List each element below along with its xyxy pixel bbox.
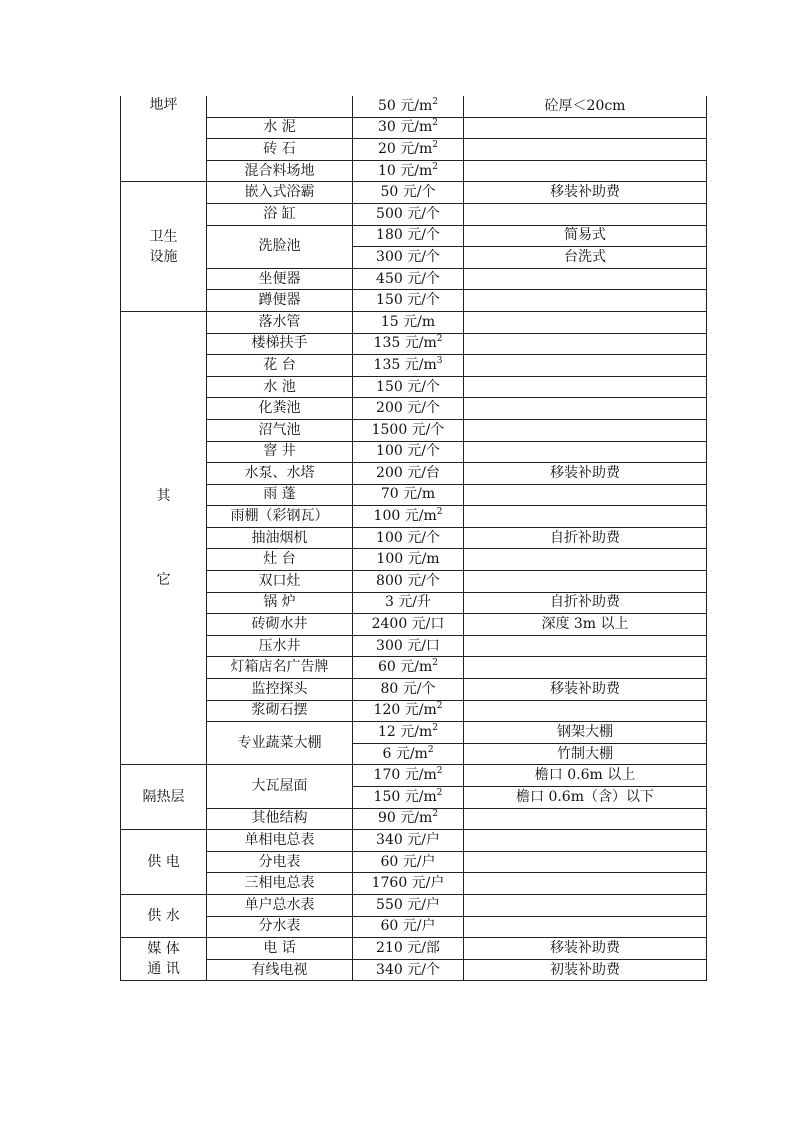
table-row — [121, 96, 707, 117]
category-cell — [121, 182, 207, 312]
note-cell: 钢架大棚 — [464, 722, 707, 744]
item-cell — [207, 96, 353, 117]
item-cell: 分电表 — [207, 851, 353, 873]
table-row — [121, 657, 707, 679]
category-label: 设施 — [149, 248, 178, 265]
note-cell — [464, 916, 707, 938]
note-cell — [464, 290, 707, 312]
price-cell: 135 元$/m^3$ — [353, 355, 464, 377]
item-cell: 落水管 — [207, 311, 353, 333]
compensation-table — [120, 96, 707, 981]
table-row — [121, 851, 707, 873]
price-cell: 80 元/个 — [353, 679, 464, 701]
note-cell: 自折补助费 — [464, 592, 707, 614]
table-row — [121, 916, 707, 938]
note-cell — [464, 700, 707, 722]
category-label: 通 讯 — [147, 961, 180, 978]
item-cell: 坐便器 — [207, 268, 353, 290]
item-cell: 电 话 — [207, 938, 353, 960]
price-cell: 800 元/个 — [353, 571, 464, 593]
table-row — [121, 333, 707, 355]
note-cell — [464, 419, 707, 441]
table-row — [121, 679, 707, 701]
table-row — [121, 419, 707, 441]
category-cell — [121, 765, 207, 830]
table-row — [121, 182, 707, 204]
note-cell — [464, 894, 707, 916]
category-cell — [121, 830, 207, 895]
item-cell: 砖砌水井 — [207, 614, 353, 636]
table-row — [121, 268, 707, 290]
item-cell: 水 池 — [207, 376, 353, 398]
price-cell: 170 元$/m^2$ — [353, 765, 464, 787]
item-cell: 单户总水表 — [207, 894, 353, 916]
note-cell — [464, 268, 707, 290]
table-row — [121, 225, 707, 247]
note-cell: 砼厚＜20cm — [464, 96, 707, 117]
table-row — [121, 441, 707, 463]
note-cell — [464, 398, 707, 420]
price-cell: 1500 元/个 — [353, 419, 464, 441]
price-cell: 60 元$/m^2$ — [353, 657, 464, 679]
note-cell: 移装补助费 — [464, 182, 707, 204]
price-cell: 6 元$/m^2$ — [353, 743, 464, 765]
item-cell: 浴 缸 — [207, 203, 353, 225]
price-cell: 200 元/个 — [353, 398, 464, 420]
category-label: 其 — [156, 488, 171, 505]
item-cell: 楼梯扶手 — [207, 333, 353, 355]
item-cell: 抽油烟机 — [207, 527, 353, 549]
table-row — [121, 117, 707, 139]
item-cell: 沼气池 — [207, 419, 353, 441]
price-cell: 450 元/个 — [353, 268, 464, 290]
item-cell: 压水井 — [207, 635, 353, 657]
category-cell — [121, 311, 207, 764]
item-cell: 蹲便器 — [207, 290, 353, 312]
note-cell: 初装补助费 — [464, 959, 707, 981]
category-label: 它 — [156, 572, 171, 589]
price-cell: 90 元$/m^2$ — [353, 808, 464, 830]
note-cell — [464, 117, 707, 139]
category-label: 卫生 — [149, 228, 178, 245]
table-row — [121, 873, 707, 895]
price-cell: 150 元$/m^2$ — [353, 787, 464, 809]
item-cell: 砖 石 — [207, 139, 353, 161]
table-row — [121, 160, 707, 182]
price-cell: 210 元/部 — [353, 938, 464, 960]
item-cell: 雨 蓬 — [207, 484, 353, 506]
table-row — [121, 959, 707, 981]
price-cell: 300 元/口 — [353, 635, 464, 657]
item-cell: 锅 炉 — [207, 592, 353, 614]
table-row — [121, 203, 707, 225]
note-cell — [464, 657, 707, 679]
note-cell — [464, 203, 707, 225]
table-row — [121, 614, 707, 636]
item-cell: 浆砌石摆 — [207, 700, 353, 722]
category-cell — [121, 96, 207, 182]
table-row — [121, 311, 707, 333]
price-cell: 200 元/台 — [353, 463, 464, 485]
price-cell: 12 元$/m^2$ — [353, 722, 464, 744]
note-cell — [464, 851, 707, 873]
note-cell: 深度 3m 以上 — [464, 614, 707, 636]
table-body — [121, 96, 707, 981]
price-cell: 50 元/个 — [353, 182, 464, 204]
price-cell: 60 元/户 — [353, 851, 464, 873]
price-cell: 500 元/个 — [353, 203, 464, 225]
item-cell: 双口灶 — [207, 571, 353, 593]
category-cell — [121, 938, 207, 981]
item-cell: 嵌入式浴霸 — [207, 182, 353, 204]
table-row — [121, 484, 707, 506]
note-cell — [464, 376, 707, 398]
note-cell — [464, 160, 707, 182]
table-row — [121, 139, 707, 161]
note-cell: 台洗式 — [464, 247, 707, 269]
item-cell: 单相电总表 — [207, 830, 353, 852]
price-cell: 135 元$/m^2$ — [353, 333, 464, 355]
item-cell: 洗脸池 — [207, 225, 353, 268]
item-cell: 有线电视 — [207, 959, 353, 981]
note-cell: 自折补助费 — [464, 527, 707, 549]
note-cell — [464, 506, 707, 528]
note-cell: 移装补助费 — [464, 679, 707, 701]
item-cell: 雨棚（彩钢瓦） — [207, 506, 353, 528]
price-cell: 1760 元/户 — [353, 873, 464, 895]
note-cell — [464, 441, 707, 463]
category-cell — [121, 894, 207, 937]
table-row — [121, 894, 707, 916]
note-cell: 檐口 0.6m 以上 — [464, 765, 707, 787]
note-cell: 简易式 — [464, 225, 707, 247]
price-cell: 120 元$/m^2$ — [353, 700, 464, 722]
item-cell: 水 泥 — [207, 117, 353, 139]
compensation-table-page — [120, 96, 707, 981]
note-cell — [464, 873, 707, 895]
table-row — [121, 506, 707, 528]
table-row — [121, 722, 707, 744]
price-cell: 50 元$/m^2$ — [353, 96, 464, 117]
price-cell: 340 元/户 — [353, 830, 464, 852]
item-cell: 窨 井 — [207, 441, 353, 463]
price-cell: 180 元/个 — [353, 225, 464, 247]
table-row — [121, 398, 707, 420]
item-cell: 水泵、水塔 — [207, 463, 353, 485]
note-cell — [464, 571, 707, 593]
table-row — [121, 700, 707, 722]
price-cell: 10 元$/m^2$ — [353, 160, 464, 182]
price-cell: 30 元$/m^2$ — [353, 117, 464, 139]
table-row — [121, 463, 707, 485]
item-cell: 大瓦屋面 — [207, 765, 353, 808]
table-row — [121, 527, 707, 549]
table-row — [121, 290, 707, 312]
note-cell: 檐口 0.6m（含）以下 — [464, 787, 707, 809]
category-label: 媒 体 — [147, 941, 180, 958]
note-cell: 移装补助费 — [464, 938, 707, 960]
category-label: 供 水 — [147, 908, 180, 925]
table-row — [121, 571, 707, 593]
price-cell: 3 元/升 — [353, 592, 464, 614]
table-row — [121, 635, 707, 657]
note-cell — [464, 549, 707, 571]
table-row — [121, 808, 707, 830]
table-row — [121, 938, 707, 960]
table-row — [121, 765, 707, 787]
table-row — [121, 355, 707, 377]
price-cell: 300 元/个 — [353, 247, 464, 269]
note-cell — [464, 635, 707, 657]
table-row — [121, 549, 707, 571]
note-cell — [464, 333, 707, 355]
note-cell: 移装补助费 — [464, 463, 707, 485]
price-cell: 150 元/个 — [353, 290, 464, 312]
price-cell: 15 元/m — [353, 311, 464, 333]
note-cell: 竹制大棚 — [464, 743, 707, 765]
note-cell — [464, 808, 707, 830]
note-cell — [464, 139, 707, 161]
price-cell: 100 元/个 — [353, 527, 464, 549]
price-cell: 20 元$/m^2$ — [353, 139, 464, 161]
item-cell: 化粪池 — [207, 398, 353, 420]
item-cell: 花 台 — [207, 355, 353, 377]
item-cell: 混合料场地 — [207, 160, 353, 182]
table-row — [121, 376, 707, 398]
category-label: 地坪 — [149, 97, 178, 113]
price-cell: 100 元/m — [353, 549, 464, 571]
price-cell: 150 元/个 — [353, 376, 464, 398]
note-cell — [464, 484, 707, 506]
category-spacer — [121, 505, 206, 571]
price-cell: 70 元/m — [353, 484, 464, 506]
category-label: 隔热层 — [142, 789, 185, 806]
item-cell: 灶 台 — [207, 549, 353, 571]
category-label: 供 电 — [147, 854, 180, 871]
note-cell — [464, 830, 707, 852]
item-cell: 监控探头 — [207, 679, 353, 701]
price-cell: 60 元/户 — [353, 916, 464, 938]
item-cell: 分水表 — [207, 916, 353, 938]
note-cell — [464, 355, 707, 377]
price-cell: 340 元/个 — [353, 959, 464, 981]
item-cell: 专业蔬菜大棚 — [207, 722, 353, 765]
price-cell: 100 元$/m^2$ — [353, 506, 464, 528]
item-cell: 其他结构 — [207, 808, 353, 830]
item-cell: 三相电总表 — [207, 873, 353, 895]
table-row — [121, 592, 707, 614]
note-cell — [464, 311, 707, 333]
item-cell: 灯箱店名广告牌 — [207, 657, 353, 679]
price-cell: 100 元/个 — [353, 441, 464, 463]
price-cell: 2400 元/口 — [353, 614, 464, 636]
table-row — [121, 830, 707, 852]
price-cell: 550 元/户 — [353, 894, 464, 916]
